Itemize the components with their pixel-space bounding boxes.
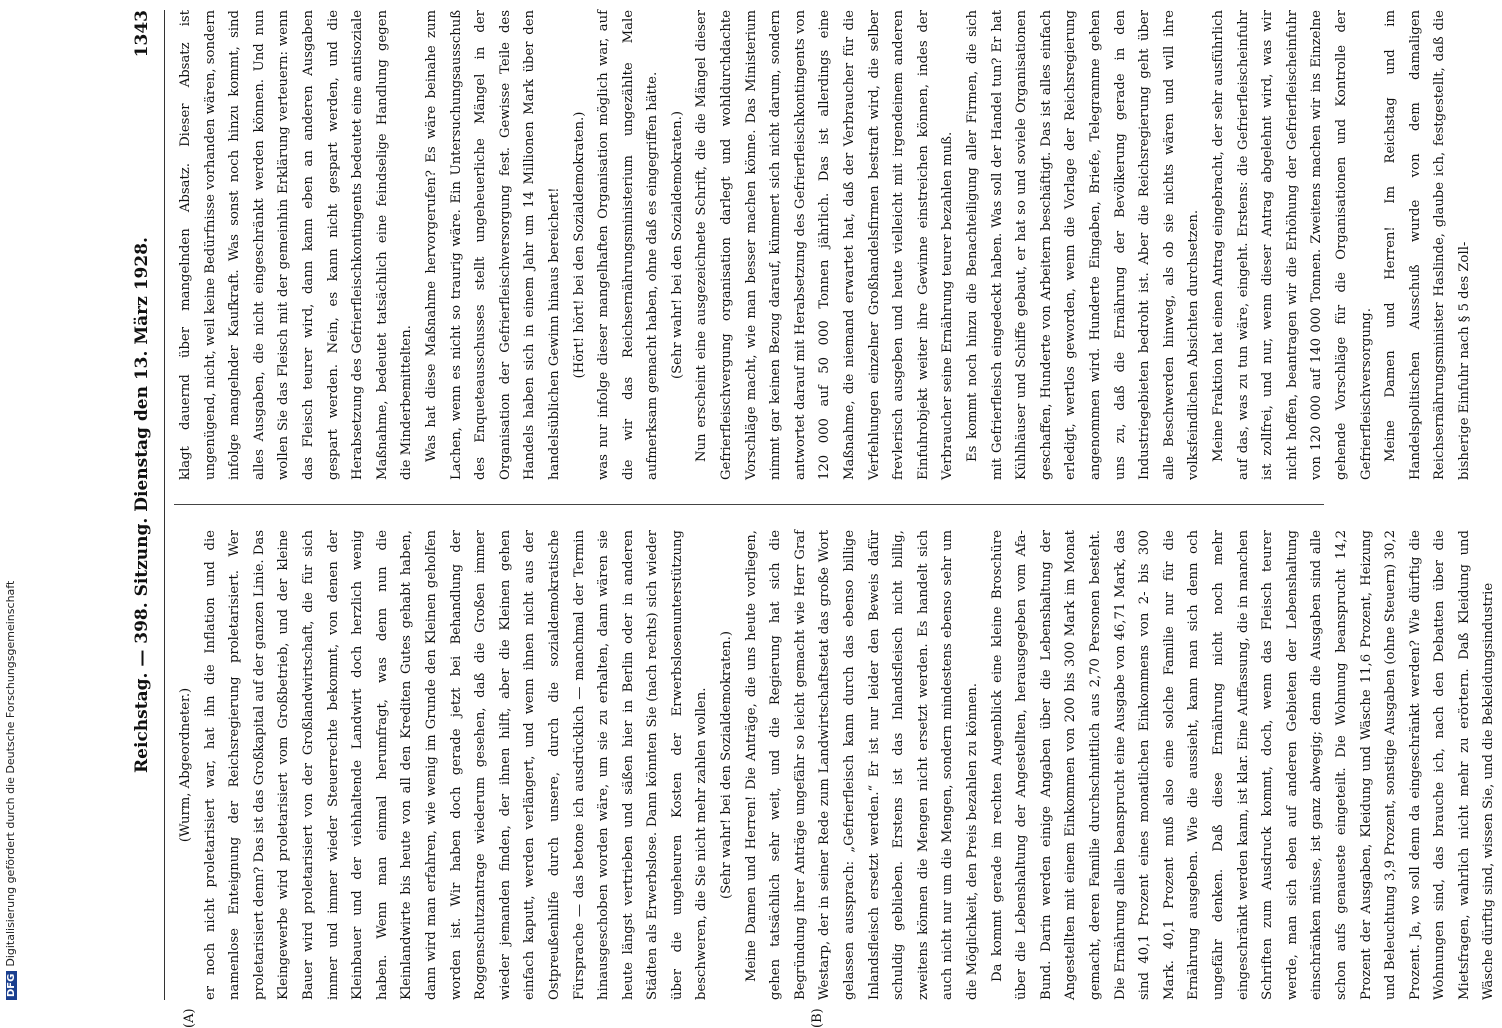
margin-marker-b: (B) (810, 1008, 825, 1028)
digitization-footer (4, 40, 20, 1000)
page-header (132, 10, 162, 1000)
paragraph: er noch nicht proletarisiert war, hat ihn die Inflation und die namenlose Enteignung der Reichsregierung proletarisiert. Wer proletarisiert denn? Das ist das Großkapital auf der ganzen Linie. Das Kleingewerbe wird proletarisiert vom Großbetrieb, und der kleine Bauer wird proletarisiert von der Großlandwirtschaft, die für sich immer und immer wieder Steuerrechte bekommt, von denen der Kleinbauer und der viehhaltende Landwirt doch herzlich wenig haben. Wenn man einmal herumfragt, was denn nun die Kleinlandwirte bis heute von all den Krediten Gutes gehabt haben, dann wird man erfahren, wie wenig im Grunde den Kleinen geholfen worden ist. Wir haben doch gerade jetzt bei Behandlung der Roggenschutzantrage wiederum gesehen, daß die Großen immer wieder jemanden finden, der ihnen hilft, aber die Kleinen gehen einfach kaputt, werden verlängert, und wenn ihnen nicht aus der Ostpreußenhilfe durch unsere, durch die sozialdemokratische Fürsprache — das betone ich ausdrücklich — manchmal der Termin hinausgeschoben worden wäre, um sie zu erhalten, dann wären sie heute längst vertrieben und säßen hier in Berlin oder in anderen Städten als Erwerbslose. Dann könnten Sie (nach rechts) sich wieder über die ungeheuren Kosten der Erwerbslosenunterstützung beschweren, die Sie nicht mehr zahlen wollen. (202, 530, 710, 1000)
paragraph: Meine Damen und Herren! Die Anträge, die uns heute vorliegen, gehen tatsächlich sehr weit, und die Regierung hat sich die Begründung ihrer Anträge ungefähr so leicht gemacht wie Herr Graf Westarp, der in seiner Rede zum Landwirtschaftsetat das große Wort gelassen aussprach: „Gefrierfleisch kann durch das ebenso billige Inlandsfleisch ersetzt werden.“ Er ist nur leider den Beweis dafür schuldig geblieben. Erstens ist das Inlandsfleisch nicht billig, zweitens können die Mengen nicht ersetzt werden. Es handelt sich auch nicht nur um die Mengen, sondern mindestens ebenso sehr um die Möglichkeit, den Preis bezahlen zu können. (743, 530, 980, 1000)
paragraph: Nun erscheint eine ausgezeichnete Schrift, die die Mängel dieser Gefrierfleischvergung organisation darlegt und wohldurchdachte Vorschläge macht, wie man besser machen könne. Das Ministerium nimmt gar keinen Bezug darauf, kümmert sich nicht darum, sondern antwortet darauf mit Herabsetzung des Gefrierfleischkontingents von 120 000 auf 50 000 Tonnen jährlich. Das ist allerdings eine Maßnahme, die niemand erwartet hat, daß der Verbraucher für die Verfehlungen einzelner Großhandelsfirmen bestraft wird, die selber frevlerisch ausgeben und heute vielleicht mit irgendeinem anderen Einfuhrobjekt weiter ihre Gewinne einstreichen können, indes der Verbraucher seine Ernährung teurer bezahlen muß. (694, 10, 956, 480)
paragraph: was nur infolge dieser mangelhaften Organisation möglich war, auf die wir das Reichsernährungsministerium ungezählte Male aufmerksam gemacht haben, ohne daß es eingegriffen hätte. (596, 10, 661, 480)
footer-text: Digitalisierung gefördert durch die Deutsche Forschungsgemeinschaft (4, 580, 17, 967)
paragraph: Da kommt gerade im rechten Augenblick eine kleine Broschüre über die Lebenshaltung der Angestellten, herausgegeben vom Afa-Bund. Darin werden einige Angaben über die Lebenshaltung der Angestellten mit einem Einkommen von 200 bis 300 Mark im Monat gemacht, deren Familie durchschnittlich aus 2,70 Personen besteht. Die Ernährung allein beansprucht eine Ausgabe von 46,71 Mark, das sind 40,1 Prozent eines monatlichen Einkommens von 2- bis 300 Mark. 40,1 Prozent muß also eine solche Familie nur für die Ernährung ausgeben. Wie die aussieht, kann man sich denn och ungefähr denken. Daß diese Ernährung nicht noch mehr eingeschränkt werden kann, ist klar. Eine Auffassung, die in manchen Schriften zum Ausdruck kommt, doch, wenn das Fleisch teurer werde, man sich eben auf anderen Gebieten der Lebenshaltung einschränken müsse, ist ganz abwegig; denn die Ausgaben sind alle schon aufs genaueste eingeteilt. Die Wohnung beansprucht 14,2 Prozent der Ausgaben, Kleidung und Wäsche 11,6 Prozent, Heizung und Beleuchtung 3,9 Prozent, sonstige Ausgaben (ohne Steuern) 30,2 Prozent. Ja, wo soll denn da eingeschränkt werden? Wie dürftig die Wohnungen sind, das brauche ich, nach den Debatten über die Mietsfragen, wahrlich nicht mehr zu erörtern. Daß Kleidung und Wäsche dürftig sind, wissen Sie, und die Bekleidungsindustrie (989, 530, 1497, 1000)
margin-marker-a: (A) (182, 1008, 197, 1028)
paragraph: klagt dauernd über mangelnden Absatz. Dieser Absatz ist ungenügend, nicht, weil keine Bedürfnisse vorhanden wären, sondern infolge mangelnder Kaufkraft. Was sonst noch hinzu kommt, sind alles Ausgaben, die nicht eingeschränkt werden können. Und nun wollen Sie das Fleisch mit der gemeinhin Erklärung verteuern: wenn das Fleisch teurer wird, dann kann eben an anderen Ausgaben gespart werden. Nein, es kann nicht gespart werden, und die Herabsetzung des Gefrierfleischkontingents bedeutet eine antisoziale Maßnahme, bedeutet tatsächlich eine feindselige Handlung gegen die Minderbemittelten. (178, 10, 415, 480)
footer-credit (4, 581, 17, 1000)
left-column (174, 530, 1497, 1000)
dfg-logo: DFG (6, 971, 17, 1000)
paragraph: Meine Fraktion hat einen Antrag eingebracht, der sehr ausführlich auf das, was zu tun wäre, eingeht. Erstens: die Gefrierfleischeinfuhr ist zollfrei, und nur, wenn dieser Antrag abgelehnt wird, was wir nicht hoffen, beantragen wir die Erhöhung der Gefrierfleischeinfuhr von 120 000 auf 140 000 Tonnen. Zweitens machen wir ins Einzelne gehende Vorschläge für die Organisationen und Kontrolle der Gefrierfleischversorgung. (1210, 10, 1374, 480)
page-number: 1343 (132, 10, 152, 58)
header-rule (164, 10, 165, 1000)
paragraph: Meine Damen und Herren! Im Reichstag und im Handelspolitischen Ausschuß wurde von dem damaligen Reichsernährungsminister Haslinde, glaube ich, festgestellt, daß die bisherige Einfuhr nach § 5 des Zoll- (1383, 10, 1472, 480)
interjection: (Hört! hört! bei den Sozialdemokraten.) (571, 111, 587, 379)
column-divider (174, 504, 1324, 505)
right-column (174, 10, 1472, 480)
paragraph: Es kommt noch hinzu die Benachteiligung aller Firmen, die sich mit Gefrierfleisch eingedeckt haben. Was soll der Handel tun? Er hat Kühlhäuser und Schiffe gebaut, er hat so und soviele Organisationen geschaffen, Hunderte von Arbeitern beschäftigt. Das ist alles einfach erledigt, wertlos geworden, wenn die Vorlage der Reichsregierung angenommen wird. Hunderte Eingaben, Briefe, Telegramme gehen uns zu, daß die Ernährung der Bevölkerung gerade in den Industriegebieten bedroht ist. Aber die Reichsregierung geht über alle Beschwerden hinweg, als ob sie nichts wären und will ihre volksfeindlichen Absichten durchsetzen. (965, 10, 1202, 480)
interjection: (Sehr wahr! bei den Sozialdemokraten.) (719, 631, 735, 899)
speaker-line: (Wurm, Abgeordneter.) (178, 687, 193, 843)
document-page (120, 10, 1497, 1028)
paragraph: Was hat diese Maßnahme hervorgerufen? Es wäre beinahe zum Lachen, wenn es nicht so traurig wäre. Ein Untersuchungsausschuß des Enqueteausschusses stellt ungeheuerliche Mängel in der Organisation der Gefrierfleischversorgung fest. Gewisse Teile des Handels haben sich in einem Jahr um 14 Millionen Mark über den handelsüblichen Gewinn hinaus bereichert! (423, 10, 562, 480)
running-title: Reichstag. — 398. Sitzung. Dienstag den 13. März 1928. (132, 237, 152, 773)
interjection: (Sehr wahr! bei den Sozialdemokraten.) (669, 111, 685, 379)
